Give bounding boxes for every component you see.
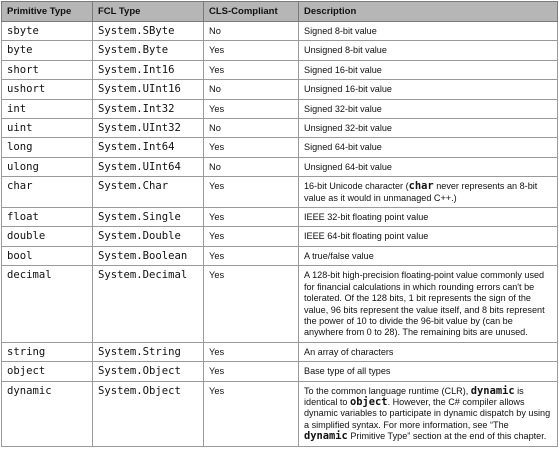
- cls-compliant-cell: No: [204, 80, 299, 99]
- fcl-type-cell: System.Int32: [93, 99, 204, 118]
- primitive-type-cell: byte: [2, 41, 93, 60]
- table-row: [2, 119, 558, 138]
- description-cell: [299, 60, 558, 79]
- fcl-type-cell: System.SByte: [93, 22, 204, 41]
- fcl-type-cell: System.Double: [93, 227, 204, 246]
- description-text: never represents an 8-bit value as it would in unmanaged C++.): [304, 181, 538, 203]
- primitive-type-cell: short: [2, 60, 93, 79]
- fcl-type-cell: System.UInt32: [93, 119, 204, 138]
- table-row: [2, 177, 558, 208]
- description-code-keyword: dynamic: [304, 430, 348, 443]
- header-primitive-type: Primitive Type: [2, 2, 93, 22]
- table-row: [2, 381, 558, 446]
- description-text: Primitive Type” section at the end of this chapter.: [347, 431, 547, 442]
- description-cell: [299, 119, 558, 138]
- primitive-type-cell: decimal: [2, 266, 93, 342]
- fcl-type-cell: System.Byte: [93, 41, 204, 60]
- fcl-type-cell: System.Char: [93, 177, 204, 208]
- description-cell: [299, 227, 558, 246]
- description-cell: [299, 381, 558, 446]
- description-text: A 128-bit high-precision floating-point value commonly used for financial calculations in which rounding errors can't be tolerated. Of the 128 bits, 1 bit represents the sign of the value, 96 bits represent the value itself, and 8 bits represent the power of 10 to divide the 96-bit value by (can be anywhere from 0 to 28). The remaining bits are unused.: [304, 270, 545, 338]
- primitive-types-table-container: [1, 1, 558, 447]
- description-text: An array of characters: [304, 346, 394, 357]
- description-text: Base type of all types: [304, 366, 391, 377]
- description-text: is identical to: [304, 385, 524, 407]
- description-text: Signed 64-bit value: [304, 142, 382, 153]
- table-row: [2, 246, 558, 265]
- description-code-keyword: dynamic: [470, 384, 515, 397]
- description-cell: [299, 362, 558, 381]
- table-row: [2, 362, 558, 381]
- description-cell: [299, 41, 558, 60]
- description-text: Unsigned 32-bit value: [304, 123, 392, 134]
- description-text: Unsigned 8-bit value: [304, 45, 387, 56]
- primitive-type-cell: object: [2, 362, 93, 381]
- description-text: Signed 32-bit value: [304, 103, 382, 114]
- description-cell: [299, 157, 558, 176]
- cls-compliant-cell: Yes: [204, 227, 299, 246]
- table-row: [2, 60, 558, 79]
- description-text: . However, the C# compiler allows dynamic variables to participate in dynamic dispatch by using a simplified syntax. For more information, see “The: [304, 396, 551, 430]
- description-code-keyword: object: [350, 395, 388, 408]
- description-text: Signed 8-bit value: [304, 26, 377, 36]
- fcl-type-cell: System.Object: [93, 362, 204, 381]
- primitive-type-cell: char: [2, 177, 93, 208]
- cls-compliant-cell: No: [204, 119, 299, 138]
- description-cell: [299, 99, 558, 118]
- primitive-type-cell: float: [2, 208, 93, 227]
- primitive-type-cell: dynamic: [2, 381, 93, 446]
- cls-compliant-cell: Yes: [204, 60, 299, 79]
- fcl-type-cell: System.Decimal: [93, 266, 204, 342]
- table-row: [2, 266, 558, 342]
- description-cell: [299, 80, 558, 99]
- cls-compliant-cell: Yes: [204, 208, 299, 227]
- description-text: To the common language runtime (CLR),: [304, 385, 471, 396]
- primitive-type-cell: string: [2, 342, 93, 361]
- table-row: [2, 22, 558, 41]
- primitive-type-cell: long: [2, 138, 93, 157]
- description-text: IEEE 64-bit floating point value: [304, 231, 429, 242]
- cls-compliant-cell: Yes: [204, 381, 299, 446]
- description-cell: [299, 342, 558, 361]
- cls-compliant-cell: Yes: [204, 41, 299, 60]
- header-fcl-type: FCL Type: [93, 2, 204, 22]
- header-cls-compliant: CLS-Compliant: [204, 2, 299, 22]
- primitive-type-cell: double: [2, 227, 93, 246]
- cls-compliant-cell: Yes: [204, 362, 299, 381]
- table-row: [2, 80, 558, 99]
- fcl-type-cell: System.Object: [93, 381, 204, 446]
- fcl-type-cell: System.UInt64: [93, 157, 204, 176]
- description-cell: [299, 22, 558, 41]
- table-row: [2, 99, 558, 118]
- cls-compliant-cell: Yes: [204, 177, 299, 208]
- cls-compliant-cell: Yes: [204, 138, 299, 157]
- table-row: [2, 138, 558, 157]
- description-text: A true/false value: [304, 250, 374, 261]
- table-row: [2, 41, 558, 60]
- fcl-type-cell: System.String: [93, 342, 204, 361]
- fcl-type-cell: System.UInt16: [93, 80, 204, 99]
- fcl-type-cell: System.Int16: [93, 60, 204, 79]
- fcl-type-cell: System.Int64: [93, 138, 204, 157]
- primitive-type-cell: ulong: [2, 157, 93, 176]
- description-text: IEEE 32-bit floating point value: [304, 212, 429, 223]
- description-cell: [299, 246, 558, 265]
- description-cell: [299, 177, 558, 208]
- table-row: [2, 227, 558, 246]
- table-row: [2, 157, 558, 176]
- cls-compliant-cell: Yes: [204, 99, 299, 118]
- description-cell: [299, 138, 558, 157]
- description-text: Signed 16-bit value: [304, 64, 382, 75]
- cls-compliant-cell: Yes: [204, 266, 299, 342]
- table-row: [2, 208, 558, 227]
- description-cell: [299, 208, 558, 227]
- header-description: Description: [299, 2, 558, 22]
- primitive-type-cell: uint: [2, 119, 93, 138]
- primitive-type-cell: ushort: [2, 80, 93, 99]
- description-text: Unsigned 16-bit value: [304, 84, 392, 95]
- cls-compliant-cell: No: [204, 157, 299, 176]
- cls-compliant-cell: Yes: [204, 246, 299, 265]
- fcl-type-cell: System.Single: [93, 208, 204, 227]
- description-cell: [299, 266, 558, 342]
- table-body: [2, 22, 558, 447]
- description-text: Unsigned 64-bit value: [304, 161, 392, 172]
- primitive-type-cell: int: [2, 99, 93, 118]
- primitive-type-cell: sbyte: [2, 22, 93, 41]
- table-header-row: [2, 2, 558, 22]
- cls-compliant-cell: No: [204, 22, 299, 41]
- fcl-type-cell: System.Boolean: [93, 246, 204, 265]
- primitive-type-cell: bool: [2, 246, 93, 265]
- description-text: 16-bit Unicode character (: [304, 181, 409, 192]
- cls-compliant-cell: Yes: [204, 342, 299, 361]
- table-row: [2, 342, 558, 361]
- description-code-keyword: char: [408, 180, 434, 193]
- primitive-types-table: [1, 1, 558, 447]
